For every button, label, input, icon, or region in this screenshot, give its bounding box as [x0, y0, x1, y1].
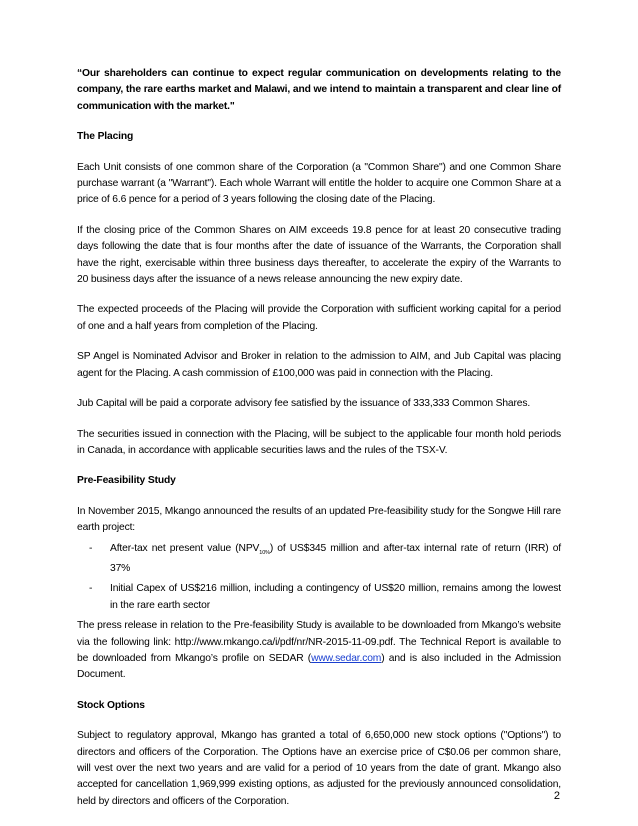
release-text-b: ) and is also included in the Admission Document.: [77, 653, 561, 681]
placing-paragraph-proceeds: The expected proceeds of the Placing will provide the Corporation with sufficient working capital for a period of one and a half years from completion of the Placing.: [77, 304, 561, 332]
prefeasibility-intro: In November 2015, Mkango announced the results of an updated Pre-feasibility study for the Songwe Hill rare earth project:: [77, 505, 561, 534]
placing-units-text-a: Each Unit consists of one common share of the Corporation (a ": [77, 161, 368, 173]
prefeasibility-bullet-list: [77, 541, 561, 615]
list-item: [77, 581, 561, 614]
sedar-link[interactable]: www.sedar.com: [311, 653, 382, 665]
common-share-term: Common Share: [367, 161, 439, 173]
stock-options-paragraph: Subject to regulatory approval, Mkango has granted a total of 6,650,000 new stock options ("Options") to directors and officers of the Corporation. The Options have an exercise price of C$0.06 per common share, will vest over the next two years and are valid for a period of 10 years from the date of grant. Mkango also accepted for cancellation 1,969,999 existing options, as adjusted for the previously announced consolidation, held by directors and officers of the Corporation.: [77, 730, 561, 807]
shareholder-quote: “Our shareholders can continue to expect regular communication on developments relating to the company, the rare earths market and Malawi, and we intend to maintain a transparent and clear line of communication with the market.": [77, 68, 561, 112]
placing-units-text-b: ") and one Common Share purchase warrant (a ": [77, 161, 562, 190]
release-text-a: The press release in relation to the Pre-feasibility Study is available to be downloaded from Mkango’s website via the following link: http://www.mkango.ca/i/pdf/nr/NR-2015-11-09.pdf. The Technical Report is available to be downloaded from Mkango’s profile on SEDAR (: [77, 620, 561, 665]
placing-paragraph-hold-periods: The securities issued in connection with the Placing, will be subject to the applicable four month hold periods in Canada, in accordance with applicable securities laws and the rules of the TSX-V.: [77, 428, 561, 456]
prefeasibility-heading: Pre-Feasibility Study: [77, 475, 176, 487]
warrant-term: Warrant: [172, 178, 208, 190]
placing-paragraph-advisors: SP Angel is Nominated Advisor and Broker in relation to the admission to AIM, and Jub Capital was placing agent for the Placing. A cash commission of £100,000 was paid in connection with the Placing.: [77, 351, 561, 379]
capex-text: Initial Capex of US$216 million, including a contingency of US$20 million, remains among the lowest in the rare earth sector: [110, 583, 561, 611]
placing-paragraph-units: [77, 160, 561, 209]
npv-subscript: 10%: [259, 549, 270, 556]
list-item: [77, 541, 561, 578]
bullet-dash: -: [89, 583, 93, 595]
placing-units-text-c: "). Each whole Warrant will entitle the holder to acquire one Common Share at a price of 6.6 pence for a period of 3 years following the closing date of the Placing.: [77, 178, 561, 206]
page-body: [77, 66, 561, 824]
placing-heading: The Placing: [77, 131, 134, 143]
stock-options-heading: Stock Options: [77, 699, 145, 711]
npv-text-b: ) of US$345 million and after-tax internal rate of return (IRR) of 37%: [110, 542, 562, 574]
placing-paragraph-advisory-fee: Jub Capital will be paid a corporate advisory fee satisfied by the issuance of 333,333 Common Shares.: [77, 398, 531, 410]
prefeasibility-release-paragraph: [77, 618, 561, 684]
bullet-dash: -: [89, 542, 93, 554]
page-number: 2: [553, 790, 560, 802]
placing-paragraph-acceleration: If the closing price of the Common Shares on AIM exceeds 19.8 pence for at least 20 consecutive trading days following the date that is four months after the date of issuance of the Warrants, the Corporation shall have the right, exercisable within three business days thereafter, to accelerate the expiry of the Warrants to 20 business days after the issuance of a news release announcing the new expiry date.: [77, 224, 561, 286]
npv-text-a: After-tax net present value (NPV: [110, 542, 260, 554]
